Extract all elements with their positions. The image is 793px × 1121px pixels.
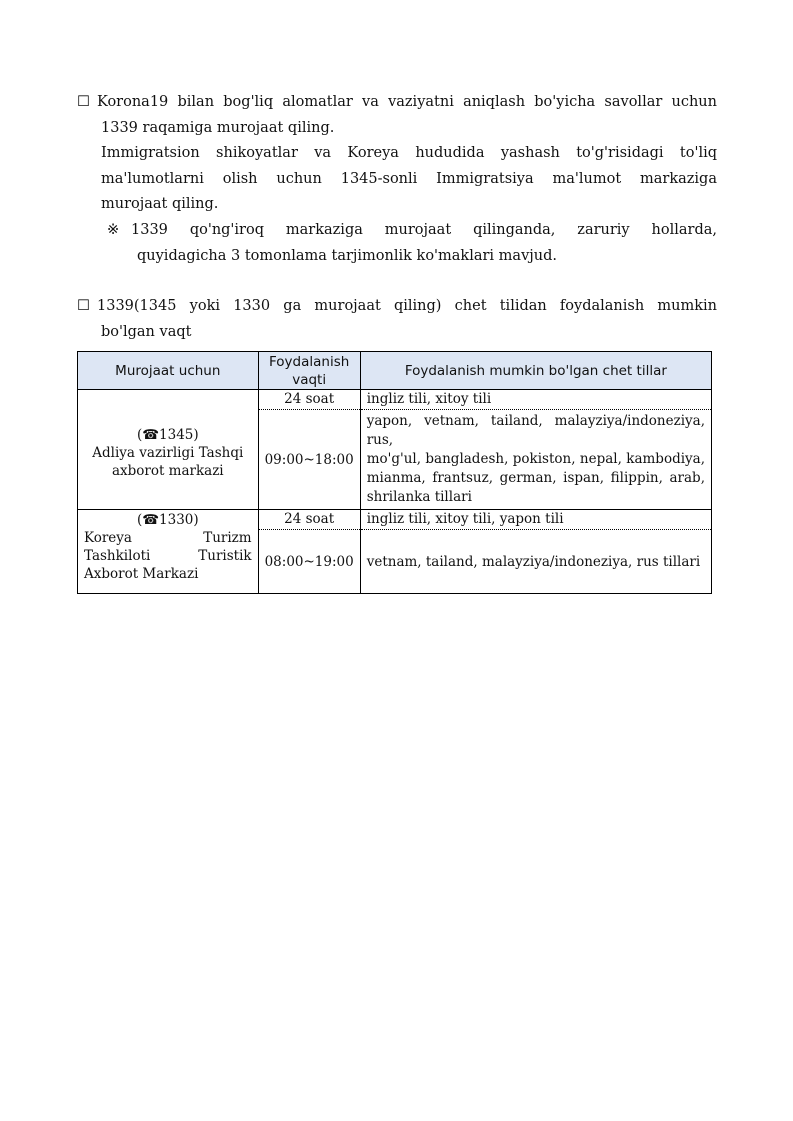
languages-cell: ingliz tili, xitoy tili <box>360 390 711 410</box>
reference-mark-icon: ※ <box>107 221 120 238</box>
table-row <box>78 510 712 530</box>
contact-cell <box>78 390 259 510</box>
note-line: ※ 1339 qo'ng'iroq markaziga murojaat qilinganda, zaruriy hollarda, <box>77 218 717 244</box>
checkbox-bullet-icon: ☐ <box>77 298 90 314</box>
header-languages: Foydalanish mumkin bo'lgan chet tillar <box>360 352 711 390</box>
header-contact: Murojaat uchun <box>78 352 259 390</box>
language-support-table <box>77 351 712 594</box>
paragraph-line: murojaat qiling. <box>101 196 219 213</box>
time-cell: 24 soat <box>258 390 360 410</box>
table-header-row <box>78 352 712 390</box>
paragraph-line: ☐ Korona19 bilan bog'liq alomatlar va vaziyatni aniqlash bo'yicha savollar uchun <box>77 90 717 116</box>
phone-number: (☎1345) <box>136 426 199 443</box>
languages-line: mianma, frantsuz, german, ispan, filippin, arab, <box>366 470 705 486</box>
paragraph-line: ma'lumotlarni olish uchun 1345-sonli Immigratsiya ma'lumot markaziga <box>101 170 717 187</box>
time-cell: 24 soat <box>258 510 360 530</box>
header-time: Foydalanish vaqti <box>258 352 360 390</box>
languages-line: mo'g'ul, bangladesh, pokiston, nepal, kambodiya, <box>366 451 705 467</box>
time-cell: 08:00~19:00 <box>258 530 360 594</box>
contact-cell <box>78 510 259 594</box>
phone-number: (☎1330) <box>136 512 199 528</box>
org-name-line: axborot markazi <box>111 462 224 479</box>
note-line: quyidagicha 3 tomonlama tarjimonlik ko'maklari mavjud. <box>137 247 557 264</box>
table-row <box>78 390 712 410</box>
languages-line: shrilanka tillari <box>366 489 472 505</box>
paragraph-line: 1339 raqamiga murojaat qiling. <box>101 119 335 136</box>
org-name-line: Tashkiloti Turistik <box>84 548 252 564</box>
section-language-hours <box>77 294 717 345</box>
section-covid-info <box>77 90 717 269</box>
languages-cell: ingliz tili, xitoy tili, yapon tili <box>360 510 711 530</box>
paragraph-line: bo'lgan vaqt <box>101 323 192 340</box>
org-name-line: Koreya Turizm <box>84 530 252 546</box>
languages-line: yapon, vetnam, tailand, malayziya/indoneziya, rus, <box>366 413 705 448</box>
org-name-line: Adliya vazirligi Tashqi <box>92 444 244 461</box>
languages-cell <box>360 410 711 510</box>
time-cell: 09:00~18:00 <box>258 410 360 510</box>
org-name-line: Axborot Markazi <box>84 566 199 582</box>
paragraph-line: ☐ 1339(1345 yoki 1330 ga murojaat qiling) chet tilidan foydalanish mumkin <box>77 294 717 320</box>
languages-cell: vetnam, tailand, malayziya/indoneziya, rus tillari <box>360 530 711 594</box>
checkbox-bullet-icon: ☐ <box>77 94 90 110</box>
paragraph-line: Immigratsion shikoyatlar va Koreya hududida yashash to'g'risidagi to'liq <box>101 145 717 162</box>
